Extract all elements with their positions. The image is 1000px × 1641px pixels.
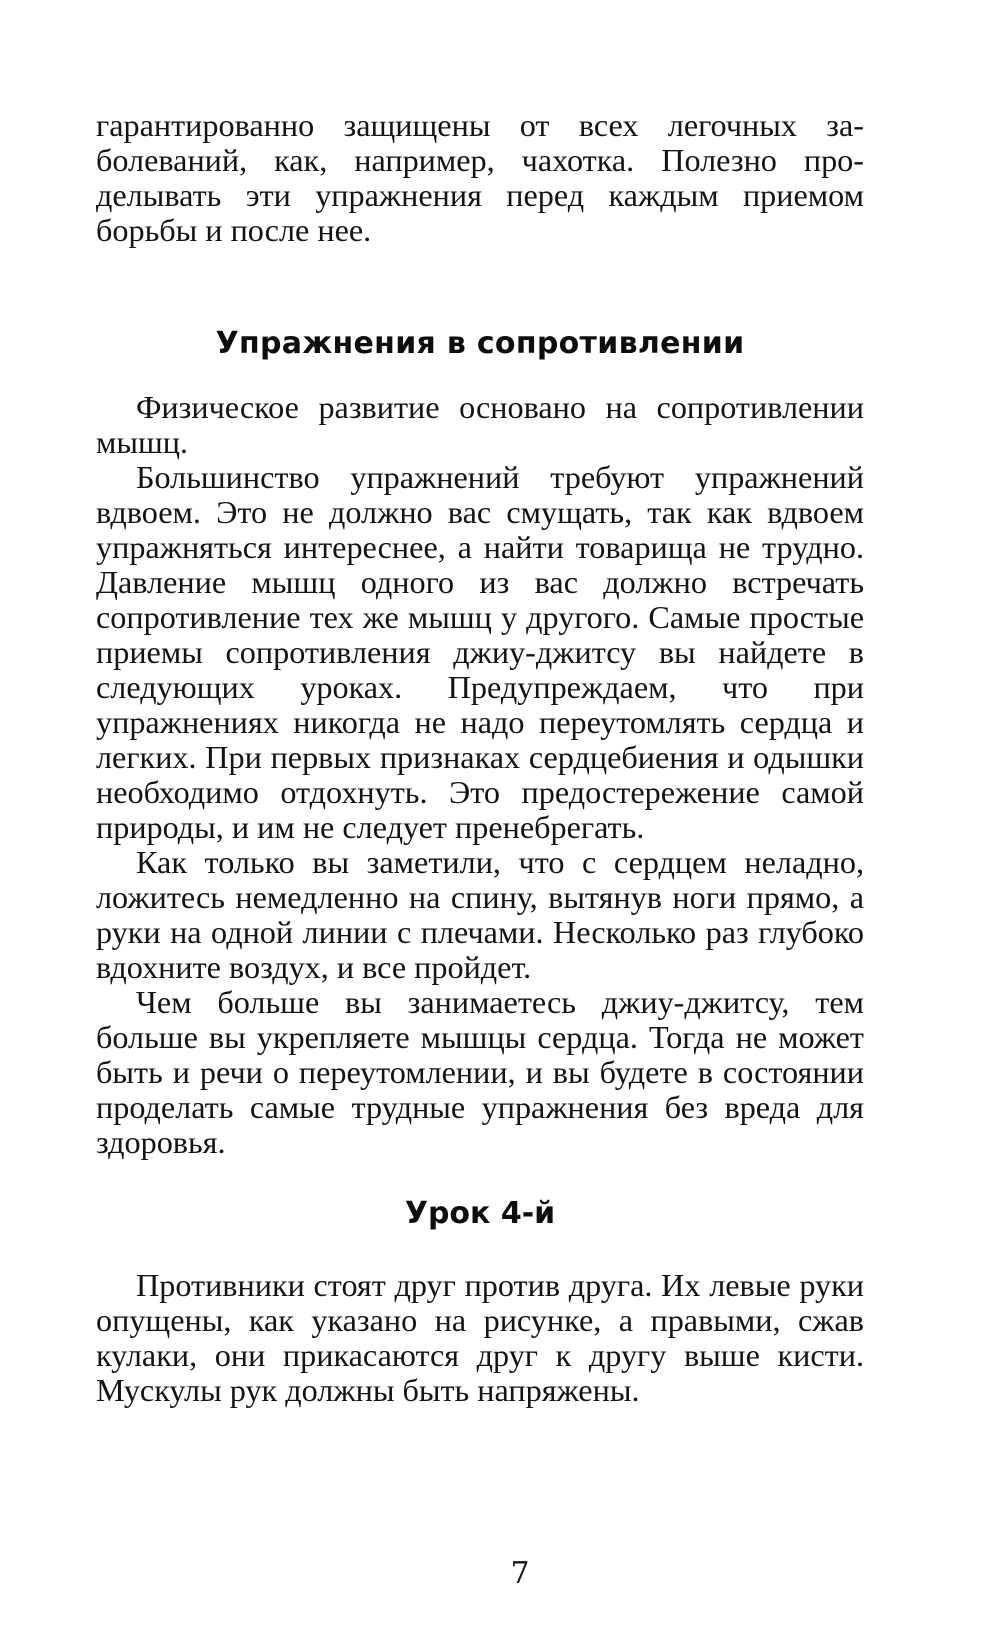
section-heading-lesson-4: Урок 4-й — [404, 1196, 556, 1231]
paragraph-resistance-3: Как только вы заметили, что с сердцем неладно, ложитесь немедленно на спину, вытянув ноги прямо, а руки на одной линии с плечами. Несколько раз глубоко вдохните воздух, и все пройдет. — [96, 844, 864, 985]
paragraph-lesson-4: Противники стоят друг против друга. Их левые руки опущены, как указано на рисунке, а правыми, сжав кулаки, они прикасаются друг к другу выше кисти. Мускулы рук должны быть напряжены. — [96, 1267, 864, 1408]
page-content — [96, 108, 864, 1408]
page-number: 7 — [510, 1556, 530, 1591]
paragraph-resistance-4: Чем больше вы занимаетесь джиу-джитсу, тем больше вы укрепляете мышцы сердца. Тогда не может быть и речи о переутомлении, и вы будете в состоянии проделать самые трудные упражнения без вреда для здоровья. — [96, 984, 864, 1160]
paragraph-resistance-2: Большинство упражнений требуют упражнений вдвоем. Это не должно вас смущать, так как вдвоем упражняться интереснее, а найти товарища не трудно. Давление мышц одного из вас должно встречать сопротивление тех же мышц у другого. Самые простые приемы сопротивления джиу-джитсу вы найдете в следующих уроках. Предупреждаем, что при упражнениях никогда не надо переутомлять сердца и легких. При первых признаках сердцебиения и одышки необходимо отдохнуть. Это предостережение самой природы, и им не следует пренебрегать. — [96, 459, 864, 845]
paragraph-resistance-1: Физическое развитие основано на сопротивлении мышц. — [96, 389, 864, 460]
section-heading-resistance: Упражнения в сопротивлении — [215, 326, 745, 361]
paragraph-intro: гарантированно защищены от всех легочных заболеваний, как, например, чахотка. Полезно проделывать эти упражнения перед каждым приемом борьбы и после нее. — [96, 107, 864, 248]
